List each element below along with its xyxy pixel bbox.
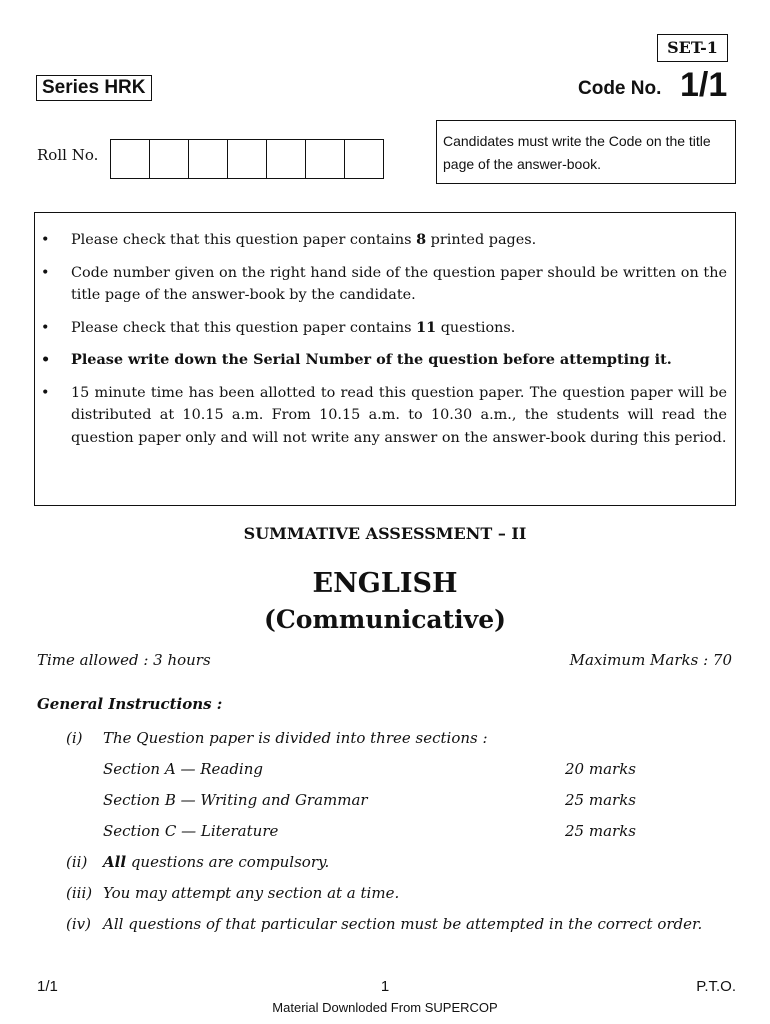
instruction-item: • Please check that this question paper contains 8 printed pages.	[41, 229, 727, 252]
instruction-text: All questions of that particular section must be attempted in the correct order.	[103, 915, 703, 933]
assessment-title: SUMMATIVE ASSESSMENT – II	[243, 524, 527, 543]
instruction-item: • Please check that this question paper contains 11 questions.	[41, 317, 727, 340]
roll-cell[interactable]	[150, 140, 189, 178]
section-name: Section C — Literature	[103, 822, 279, 840]
roll-cell[interactable]	[306, 140, 345, 178]
instruction-number: (iii)	[66, 884, 93, 902]
instruction-number: (iv)	[66, 915, 91, 933]
instruction-item: • Code number given on the right hand side of the question paper should be written on the title page of the answer-book by the candidate.	[41, 262, 727, 307]
instruction-item: • 15 minute time has been allotted to read this question paper. The question paper will be distributed at 10.15 a.m. From 10.15 a.m. to 10.30 a.m., the students will read the question paper only and will not write any answer on the answer-book during this period.	[41, 382, 727, 450]
roll-cell[interactable]	[111, 140, 150, 178]
footer-note: Material Downloded From SUPERCOP	[272, 1000, 498, 1015]
code-label: Code No.	[578, 78, 662, 99]
series-label: Series HRK	[36, 75, 152, 101]
section-marks: 25 marks	[565, 791, 636, 809]
candidates-note: Candidates must write the Code on the title page of the answer-book.	[436, 120, 736, 184]
instruction-number: (i)	[66, 729, 83, 747]
roll-cell[interactable]	[228, 140, 267, 178]
instructions-box	[34, 212, 736, 506]
instruction-number: (ii)	[66, 853, 88, 871]
subject-title: ENGLISH	[312, 568, 458, 599]
instruction-rest: questions are compulsory.	[126, 853, 330, 871]
maximum-marks: Maximum Marks : 70	[569, 651, 732, 669]
section-marks: 25 marks	[565, 822, 636, 840]
code-value: 1/1	[680, 66, 728, 104]
section-marks: 20 marks	[565, 760, 636, 778]
general-instructions-heading: General Instructions :	[37, 695, 223, 713]
roll-label: Roll No.	[37, 146, 99, 164]
section-name: Section A — Reading	[103, 760, 263, 778]
roll-cell[interactable]	[189, 140, 228, 178]
instructions-list	[41, 229, 727, 449]
pto-label: P.T.O.	[696, 978, 736, 995]
instruction-text	[103, 853, 329, 871]
subject-subtitle: (Communicative)	[264, 605, 506, 634]
page-number: 1	[380, 978, 390, 995]
instruction-emphasis: All	[103, 853, 127, 871]
instruction-text: You may attempt any section at a time.	[103, 884, 400, 902]
time-allowed: Time allowed : 3 hours	[37, 651, 211, 669]
roll-cell[interactable]	[345, 140, 383, 178]
section-name: Section B — Writing and Grammar	[103, 791, 368, 809]
instruction-text: The Question paper is divided into three sections :	[103, 729, 488, 747]
roll-cell[interactable]	[267, 140, 306, 178]
instruction-item: • Please write down the Serial Number of the question before attempting it.	[41, 349, 727, 372]
set-badge: SET-1	[657, 34, 728, 62]
footer-code: 1/1	[37, 978, 58, 995]
roll-number-boxes	[110, 139, 384, 179]
